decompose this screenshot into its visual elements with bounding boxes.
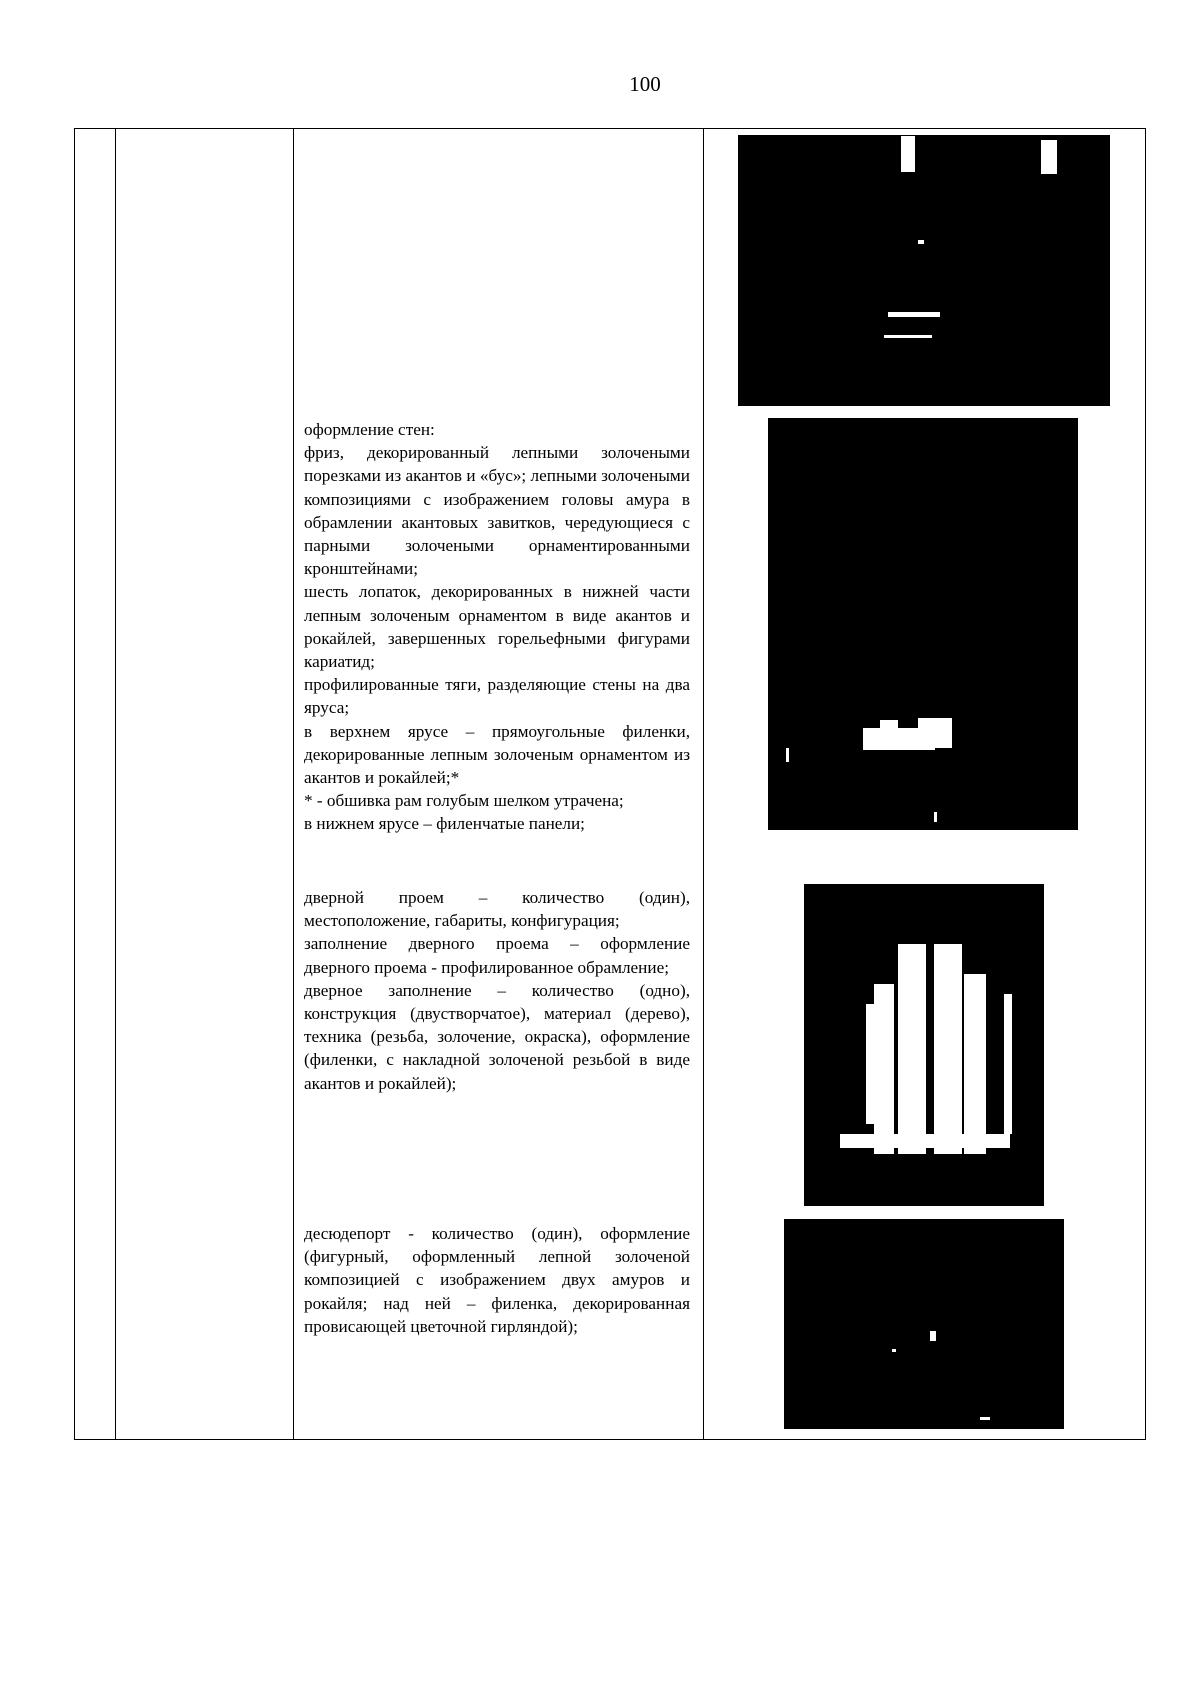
column-divider [293,129,294,1439]
walls-moldings: профилированные тяги, разделяющие стены на два яруса; [304,675,690,718]
door-photo [804,884,1044,1206]
column-divider [115,129,116,1439]
walls-description [304,418,690,836]
frieze-photo [738,132,1110,406]
overdoor-description [304,1222,690,1338]
door-opening: дверной проем – количество (один), местоположение, габариты, конфигурация; [304,888,690,931]
overdoor-text: десюдепорт - количество (один), оформление (фигурный, оформленный лепной золоченой композицией с изображением двух амуров и рокайля; над ней – филенка, декорированная провисающей цветочной гирляндой); [304,1224,690,1336]
walls-upper-tier: в верхнем ярусе – прямоугольные филенки, декорированные лепным золоченым орнаментом из акантов и рокайлей;* [304,721,690,788]
door-frame: заполнение дверного проема – оформление дверного проема - профилированное обрамление; [304,934,690,977]
overdoor-photo [784,1219,1064,1429]
walls-pilasters: шесть лопаток, декорированных в нижней части лепным золоченым орнаментом в виде акантов и рокайлей, завершенных горельефными фигурами кариатид; [304,582,690,672]
door-leaves: дверное заполнение – количество (одно), конструкция (двустворчатое), материал (дерево), техника (резьба, золочение, окраска), оформление (филенки, с накладной золоченой резьбой в виде акантов и рокайлей); [304,980,690,1093]
walls-frieze: фриз, декорированный лепными золочеными порезками из акантов и «бус»; лепными золочеными композициями с изображением головы амура в обрамлении акантовых завитков, чередующиеся с парными золочеными орнаментированными кронштейнами; [304,443,690,579]
column-divider [703,129,704,1439]
walls-footnote: * - обшивка рам голубым шелком утрачена; [304,791,624,811]
walls-heading: оформление стен: [304,420,435,439]
caryatid-photo [768,418,1078,830]
walls-lower-tier: в нижнем ярусе – филенчатые панели; [304,814,585,834]
page-number: 100 [629,72,661,96]
door-description [304,886,690,1095]
